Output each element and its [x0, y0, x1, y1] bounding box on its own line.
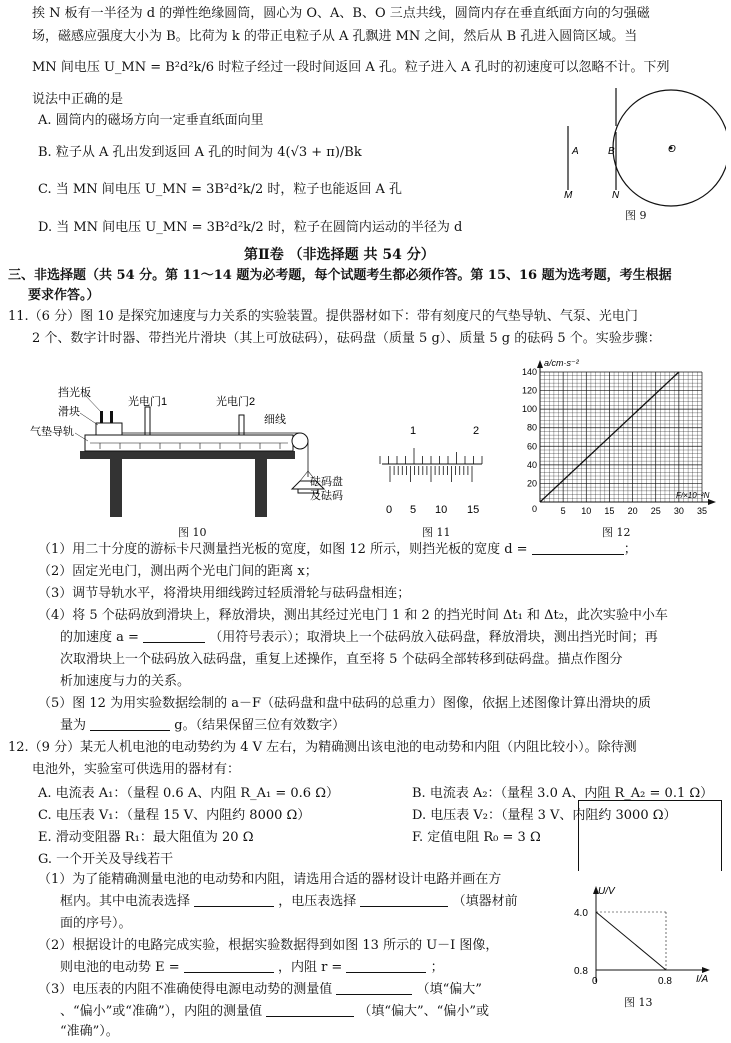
q11-mass-label: 量为 — [60, 718, 87, 733]
q11-accel-label: 的加速度 a = — [60, 630, 139, 645]
q12-r-bias-label: 、“偏小”或“准确”），内阻的测量值 — [60, 1004, 263, 1019]
figure-10-caption: 图 10 — [178, 526, 207, 539]
q12-part-3-line-3: “准确”）。 — [60, 1024, 119, 1039]
q12-resistance-label: ，内阻 r = — [277, 960, 343, 975]
part-2-title: 第Ⅱ卷 （非选择题 共 54 分） — [244, 247, 435, 263]
q11-intro-line-1: 11.（6 分）图 10 是探究加速度与力关系的实验装置。提供器材如下：带有刻度尺的气垫导轨、气泵、光电门 — [8, 309, 638, 324]
q11-step-5-line-2 — [60, 716, 721, 736]
y-tick-label: 60 — [526, 441, 537, 452]
q12-part-1-line-2 — [60, 890, 518, 909]
fig11-main-label-2: 2 — [473, 425, 480, 437]
q10-option-d: D. 当 MN 间电压 U_MN = 3B²d²k/2 时，粒子在圆筒内运动的半径为 d — [38, 220, 463, 235]
q12-equipment-e: E. 滑动变阻器 R₁：最大阻值为 20 Ω — [38, 830, 254, 845]
x-tick-label: 25 — [650, 506, 661, 516]
q12-intro-line-2: 电池外，实验室可供选用的器材有： — [32, 762, 241, 777]
x-tick-label: 30 — [673, 506, 684, 516]
q11-step-4-line-1: （4）将 5 个砝码放到滑块上，释放滑块，测出其经过光电门 1 和 2 的挡光时间 Δt₁ 和 Δt₂，此次实验中小车 — [38, 608, 668, 623]
figure-13-caption: 图 13 — [624, 996, 653, 1009]
q12-emf-label: 则电池的电动势 E = — [60, 960, 180, 975]
section-3-line-2: 要求作答。） — [28, 288, 100, 303]
figure-11 — [372, 420, 490, 520]
answer-blank-d[interactable] — [532, 540, 624, 555]
x-tick-label: 20 — [627, 506, 638, 516]
x-tick-label: 35 — [696, 506, 708, 516]
q12-part-3-line-2: 、“偏小”或“准确”），内阻的测量值 （填“偏大”、“偏小”或 — [60, 1004, 489, 1019]
answer-blank-emf-bias[interactable] — [336, 980, 412, 995]
y-tick-label: 40 — [526, 459, 537, 470]
q12-part-1-line-1: （1）为了能精确测量电池的电动势和内阻，请选用合适的器材设计电路并画在方 — [38, 872, 502, 887]
q10-intro-line-4: 说法中正确的是 — [32, 92, 124, 107]
y-tick-label: 140 — [521, 367, 537, 377]
y-tick-label: 80 — [526, 422, 537, 433]
q12-ammeter-label: 框内。其中电流表选择 — [60, 894, 191, 909]
q12-intro-line-1: 12.（9 分）某无人机电池的电动势约为 4 V 左右，为精确测出该电池的电动势和内阻（内阻比较小）。除待测 — [8, 740, 637, 755]
answer-blank-r-bias[interactable] — [266, 1002, 354, 1017]
q12-equipment-g: G. 一个开关及导线若干 — [38, 852, 174, 867]
q11-step-1: （1）用二十分度的游标卡尺测量挡光板的宽度，如图 12 所示，则挡光板的宽度 d = ； — [38, 542, 637, 557]
y-tick-label: 120 — [521, 385, 537, 396]
fig9-label-n: N — [612, 190, 620, 201]
fig11-vernier-10: 10 — [435, 504, 448, 516]
q12-fill-hint: （填器材前 — [452, 894, 518, 909]
answer-blank-emf[interactable] — [184, 958, 274, 973]
fig10-label-air-track: 气垫导轨 — [30, 426, 74, 438]
q12-voltmeter-label: ，电压表选择 — [278, 894, 357, 909]
q11-step-5-line-1: （5）图 12 为用实验数据绘制的 a－F（砝码盘和盘中砝码的总重力）图像，依据上述图像计算出滑块的质 — [38, 696, 651, 711]
figure-11-caption: 图 11 — [422, 526, 451, 539]
figure-12-chart — [512, 354, 720, 524]
fig11-vernier-5: 5 — [410, 504, 417, 516]
fig13-ylabel: U/V — [598, 886, 615, 897]
circuit-answer-box[interactable] — [578, 800, 722, 871]
q11-step-1-text: （1）用二十分度的游标卡尺测量挡光板的宽度，如图 12 所示，则挡光板的宽度 d = — [38, 542, 528, 557]
q12-equipment-a: A. 电流表 A₁：（量程 0.6 A、内阻 R_A₁ = 0.6 Ω） — [38, 786, 339, 801]
fig11-vernier-15: 15 — [467, 504, 480, 516]
q12-equipment-d: D. 电压表 V₂：（量程 3 V、内阻约 3000 Ω） — [412, 808, 677, 823]
q11-step-3: （3）调节导轨水平，将滑块用细线跨过轻质滑轮与砝码盘相连； — [38, 586, 411, 601]
answer-blank-ammeter[interactable] — [194, 892, 274, 907]
q12-part-2-line-1: （2）根据设计的电路完成实验，根据实验数据得到如图 13 所示的 U－I 图像， — [38, 938, 499, 953]
fig13-y-bottom: 0.8 — [574, 966, 588, 977]
figure-9 — [556, 78, 726, 218]
y-axis-label: a/cm·s⁻² — [544, 358, 579, 368]
q11-intro-line-2: 2 个、数字计时器、带挡光片滑块（其上可放砝码），砝码盘（质量 5 g）、质量 5 g 的砝码 5 个。实验步骤： — [32, 331, 661, 346]
fig9-label-a: A — [572, 146, 579, 157]
q10-intro-line-2: 场，磁感应强度大小为 B。比荷为 k 的带正电粒子从 A 孔飘进 MN 之间，然后从 B 孔进入圆筒区域。当 — [32, 29, 638, 44]
q12-part-3-line-1: （3）电压表的内阻不准确使得电源电动势的测量值 （填“偏大” — [38, 982, 482, 997]
fig10-label-weights: 及砝码 — [310, 490, 343, 502]
fig9-label-b: B — [608, 146, 615, 157]
figure-9-caption: 图 9 — [625, 209, 647, 222]
answer-blank-acceleration[interactable] — [143, 628, 205, 643]
q10-intro-line-3: MN 间电压 U_MN = B²d²k/6 时粒子经过一段时间返回 A 孔。粒子进入 A 孔时的初速度可以忽略不计。下列 — [32, 60, 670, 75]
figure-10 — [30, 385, 360, 520]
fig10-label-shade-plate: 挡光板 — [58, 387, 91, 399]
q11-step-4-tail: （用符号表示）；取滑块上一个砝码放入砝码盘，释放滑块，测出挡光时间；再 — [209, 630, 658, 645]
y-tick-label: 100 — [521, 404, 537, 415]
q10-intro-line-1: 挨 N 板有一半径为 d 的弹性绝缘圆筒，圆心为 O、A、B、O 三点共线，圆筒内存在垂直纸面方向的匀强磁 — [32, 6, 650, 21]
figure-12-caption: 图 12 — [602, 526, 631, 539]
q11-mass-tail: g。（结果保留三位有效数字） — [174, 718, 346, 733]
origin-label: 0 — [531, 504, 537, 514]
q12-part-1-line-3: 面的序号）。 — [60, 916, 132, 931]
answer-blank-voltmeter[interactable] — [360, 892, 448, 907]
answer-blank-mass[interactable] — [90, 716, 170, 731]
q10-option-a: A. 圆筒内的磁场方向一定垂直纸面向里 — [38, 113, 264, 128]
y-tick-label: 20 — [526, 478, 537, 489]
q12-emf-bias-label: （3）电压表的内阻不准确使得电源电动势的测量值 — [38, 982, 333, 997]
q12-equipment-c: C. 电压表 V₁：（量程 15 V、内阻约 8000 Ω） — [38, 808, 311, 823]
x-axis-label: F/×10⁻²N — [676, 491, 710, 500]
x-tick-label: 15 — [604, 506, 615, 516]
q12-equipment-b: B. 电流表 A₂：（量程 3.0 A、内阻 R_A₂ = 0.1 Ω） — [412, 786, 714, 801]
fig10-label-weight-pan: 砝码盘 — [310, 476, 343, 488]
answer-blank-resistance[interactable] — [346, 958, 426, 973]
fig9-label-m: M — [564, 190, 573, 201]
x-tick-label: 10 — [581, 506, 592, 516]
fig13-x-right: 0.8 — [658, 976, 672, 987]
q10-option-b: B. 粒子从 A 孔出发到返回 A 孔的时间为 4(√3 + π)/Bk — [38, 145, 362, 160]
q11-step-4-line-3: 次取滑块上一个砝码放入砝码盘，重复上述操作，直至将 5 个砝码全部转移到砝码盘。描点作图分 — [60, 652, 623, 667]
q11-step-4-line-4: 析加速度与力的关系。 — [60, 674, 191, 689]
fig10-label-string: 细线 — [264, 414, 286, 426]
fig11-main-label-1: 1 — [410, 425, 417, 437]
fig10-label-gate-2: 光电门2 — [216, 396, 256, 408]
fig11-vernier-0: 0 — [386, 504, 393, 516]
fig9-label-o: O — [668, 144, 676, 155]
fig13-origin: 0 — [592, 976, 598, 987]
q10-option-c: C. 当 MN 间电压 U_MN = 3B²d²k/2 时，粒子也能返回 A 孔 — [38, 182, 403, 197]
section-3-line-1: 三、非选择题（共 54 分。第 11～14 题为必考题，每个试题考生都必须作答。第 15、16 题为选考题，考生根据 — [8, 268, 672, 283]
q11-step-4-line-2 — [60, 628, 721, 648]
figure-13 — [568, 882, 718, 992]
y-axis-arrow — [537, 360, 543, 368]
fig10-label-slider: 滑块 — [58, 406, 80, 418]
q12-equipment-f: F. 定值电阻 R₀ = 3 Ω — [412, 830, 541, 845]
fig10-label-gate-1: 光电门1 — [128, 396, 168, 408]
x-tick-label: 5 — [560, 506, 566, 516]
fig13-xlabel: I/A — [696, 974, 709, 985]
fig13-y-top: 4.0 — [574, 908, 588, 919]
q12-part-2-line-2: 则电池的电动势 E = ，内阻 r = ； — [60, 960, 444, 975]
q11-step-2: （2）固定光电门，测出两个光电门间的距离 x； — [38, 564, 318, 579]
